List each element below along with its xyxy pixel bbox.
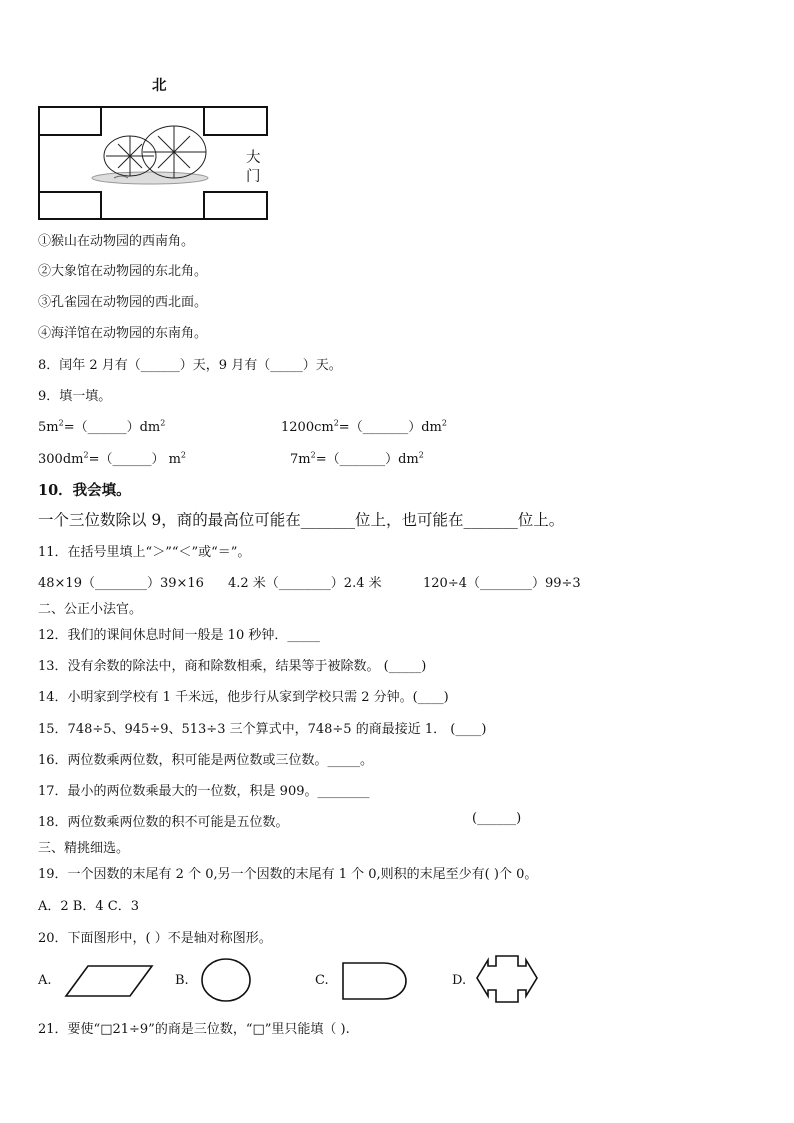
q9-item-1: $5m^2=(\_\_\_\_\_\_)dm^2$ xyxy=(38,418,166,435)
question-18-blank: (______) xyxy=(472,811,522,826)
question-11-title: 11．在括号里填上“＞”“＜”或“＝”。 xyxy=(38,545,251,560)
question-16: 16．两位数乘两位数，积可能是两位数或三位数。_____。 xyxy=(38,753,374,768)
question-14: 14．小明家到学校有 1 千米远，他步行从家到学校只需 2 分钟。(____) xyxy=(38,690,449,705)
question-8: 8．闰年 2 月有（______）天，9 月有（_____）天。 xyxy=(38,358,342,373)
question-10-title: 10．我会填。 xyxy=(38,482,131,499)
question-17: 17．最小的两位数乘最大的一位数，积是 909。________ xyxy=(38,784,370,799)
question-9-title: 9．填一填。 xyxy=(38,389,112,404)
question-12: 12．我们的课间休息时间一般是 10 秒钟．_____ xyxy=(38,628,320,643)
question-19: 19．一个因数的末尾有 2 个 0,另一个因数的末尾有 1 个 0,则积的末尾至少有( )个 0。 xyxy=(38,867,538,882)
q9-item-4: $7m^2=(\_\_\_\_\_\_\_)dm^2$ xyxy=(290,450,424,467)
option-b-label: B. xyxy=(175,973,189,988)
statement-4: ④海洋馆在动物园的东南角。 xyxy=(38,326,208,341)
section-3-heading: 三、精挑细选。 xyxy=(38,841,130,856)
statement-3: ③孔雀园在动物园的西北面。 xyxy=(38,295,208,310)
cross-arrow-shape xyxy=(474,954,540,1004)
tree-icon xyxy=(92,126,208,184)
section-2-heading: 二、公正小法官。 xyxy=(38,602,143,617)
question-15: 15．748÷5、945÷9、513÷3 三个算式中，748÷5 的商最接近 1． (____) xyxy=(38,722,487,737)
q11-item-2: 4.2 米（________）2.4 米 xyxy=(228,576,382,591)
circle-shape xyxy=(200,957,252,1003)
question-10-text: 一个三位数除以 9，商的最高位可能在_______位上，也可能在_______位上。 xyxy=(38,511,565,529)
half-rounded-rectangle-shape xyxy=(340,961,410,1001)
corner-building-nw xyxy=(39,107,101,135)
q9-item-2: $1200cm^2=(\_\_\_\_\_\_\_)dm^2$ xyxy=(281,418,447,435)
corner-building-ne xyxy=(204,107,267,135)
zoo-map xyxy=(38,106,268,220)
question-20: 20．下面图形中，( ）不是轴对称图形。 xyxy=(38,931,272,946)
question-21: 21．要使“□21÷9”的商是三位数，“□”里只能填（ ). xyxy=(38,1022,350,1037)
corner-building-sw xyxy=(39,192,101,219)
question-18: 18．两位数乘两位数的积不可能是五位数。 xyxy=(38,815,289,830)
corner-building-se xyxy=(204,192,267,219)
gate-label-2: 门 xyxy=(246,169,261,185)
q11-item-3: 120÷4（________）99÷3 xyxy=(423,576,581,591)
option-c-label: C. xyxy=(315,973,329,988)
q11-item-1: 48×19（________）39×16 xyxy=(38,576,204,591)
option-a-label: A. xyxy=(38,973,52,988)
question-19-options: A．2 B．4 C．3 xyxy=(38,899,139,914)
question-13: 13．没有余数的除法中，商和除数相乘，结果等于被除数。 (_____) xyxy=(38,659,427,674)
north-label: 北 xyxy=(152,77,167,94)
statement-2: ②大象馆在动物园的东北角。 xyxy=(38,264,208,279)
option-d-label: D. xyxy=(452,973,467,988)
gate-label: 大 xyxy=(246,150,261,166)
q9-item-3: $300dm^2=(\_\_\_\_\_\_)$ $m^2$ xyxy=(38,450,187,467)
parallelogram-shape xyxy=(64,964,154,998)
statement-1: ①猴山在动物园的西南角。 xyxy=(38,234,195,249)
